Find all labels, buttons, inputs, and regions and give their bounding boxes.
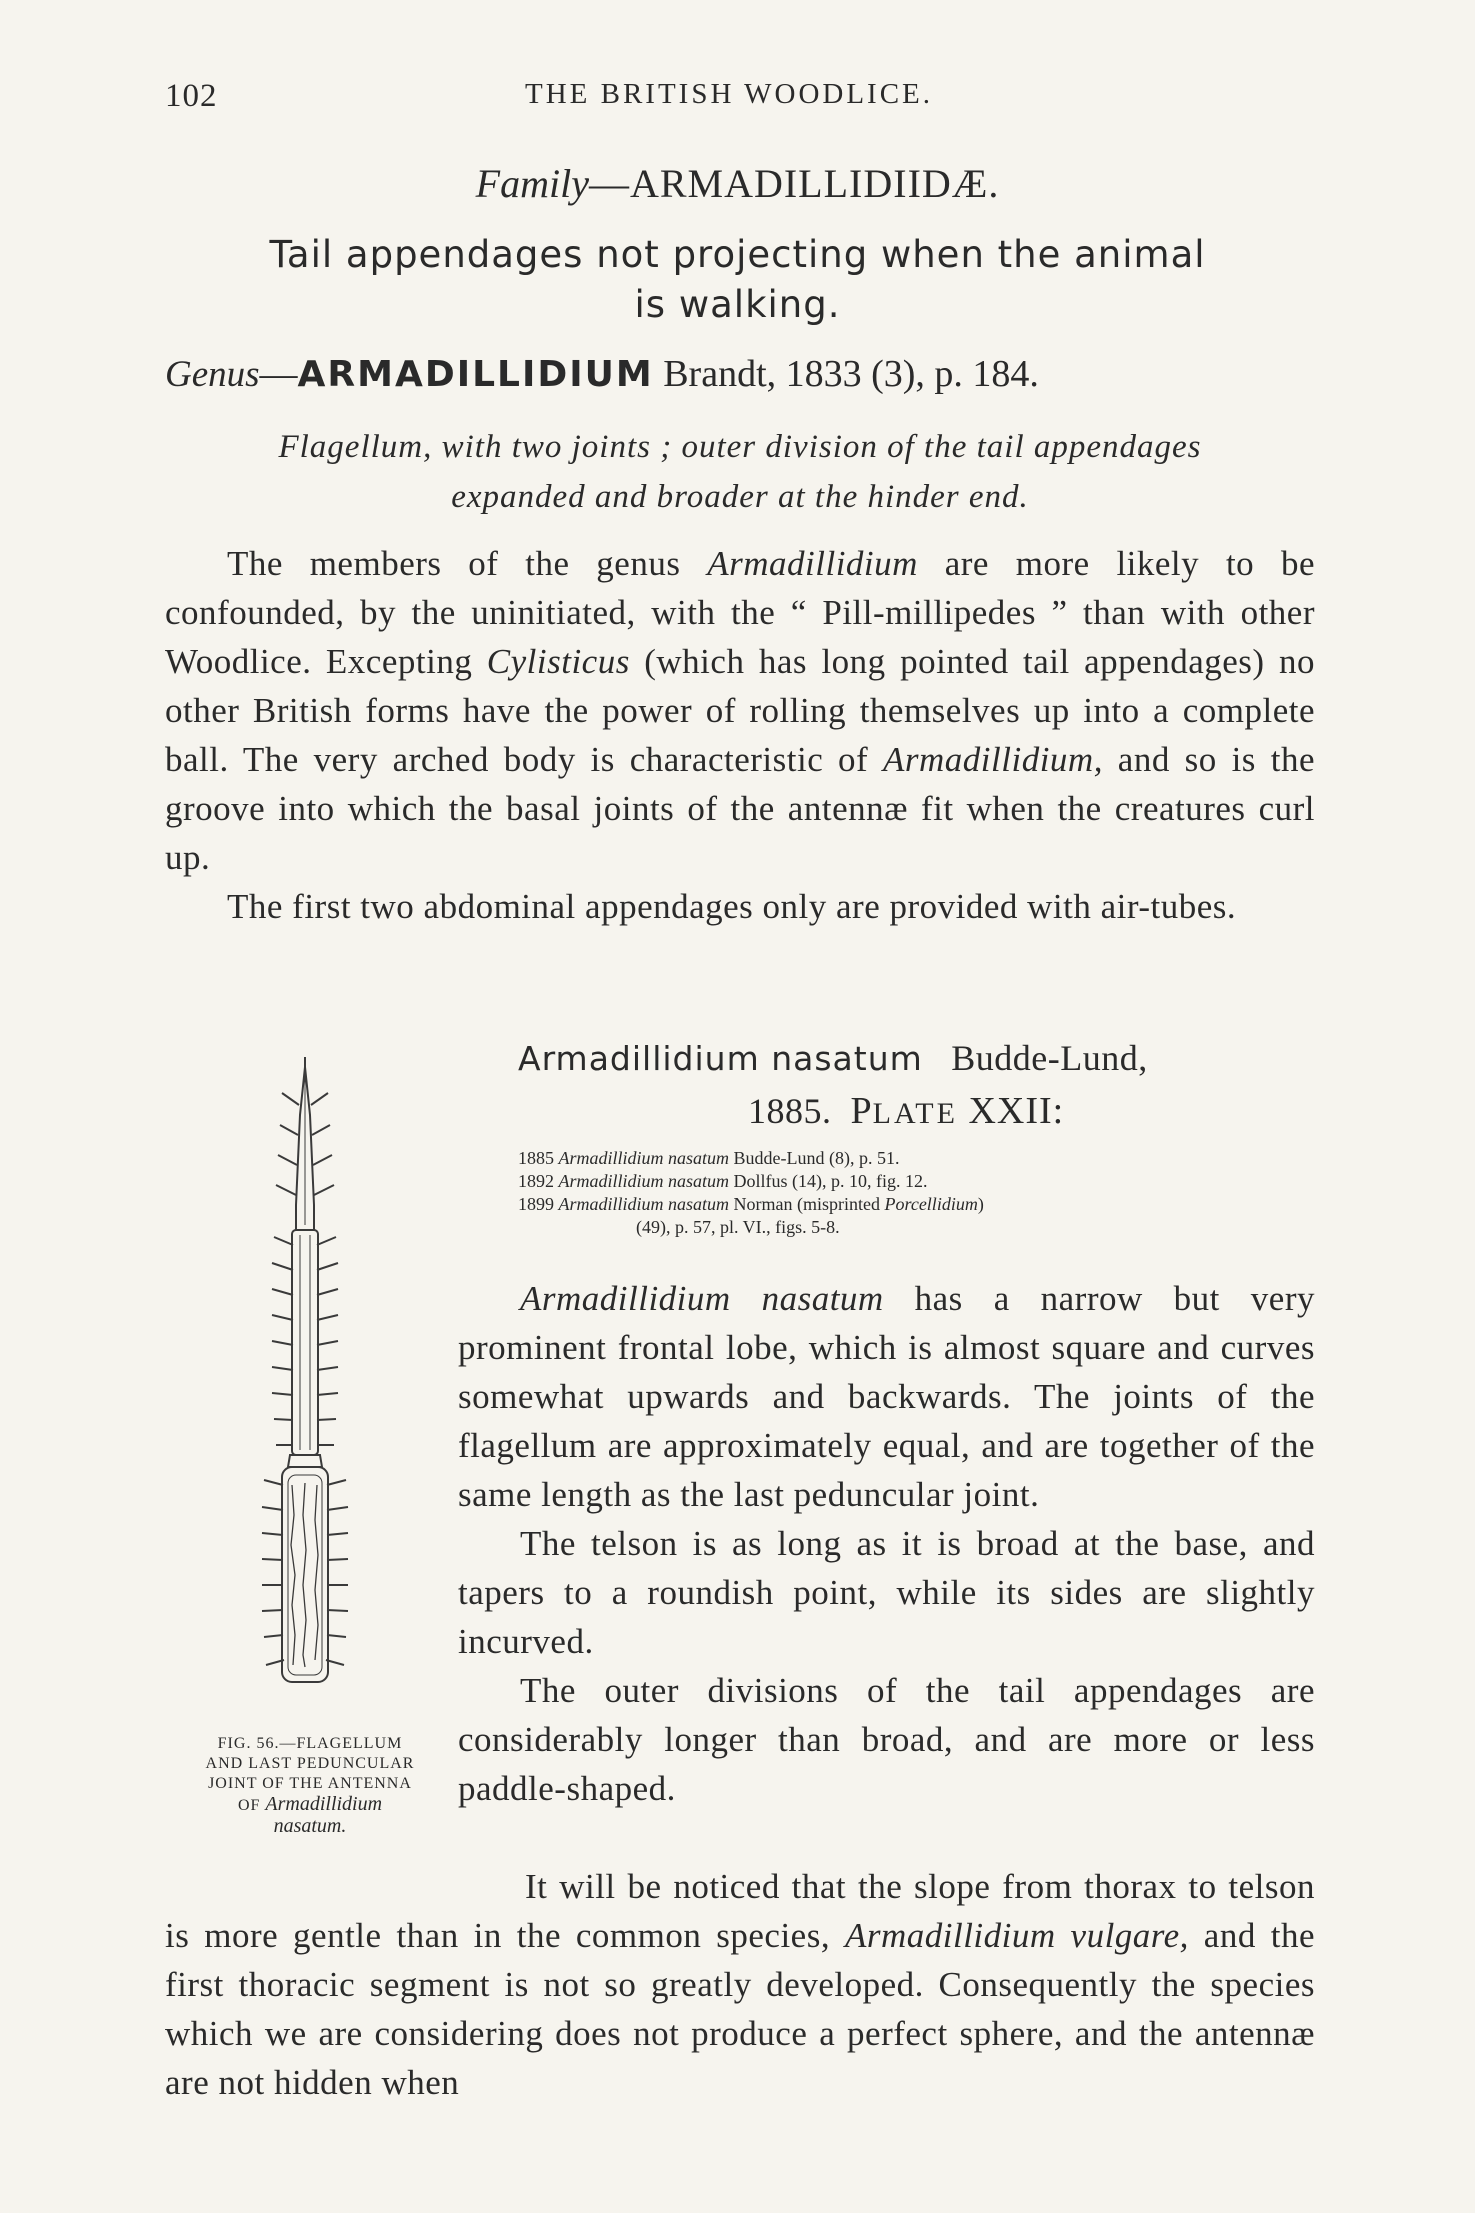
synonymy-name: Armadillidium nasatum <box>558 1171 730 1191</box>
species-authority: Budde-Lund, <box>951 1038 1148 1078</box>
text-run: has a narrow but very prominent frontal lobe, which is almost square and curves somewhat upwards and backwards. The joints of the flagellum are approximately equal, and are together of the same length as the last peduncular joint. <box>458 1279 1316 1514</box>
family-name: —ARMADILLIDIIDÆ. <box>588 161 1000 206</box>
text-run: and the first thoracic segment is not so greatly developed. Consequently the species which we are considering does not produce a perfect sphere, and the antennæ are not hidden when <box>165 1916 1315 2102</box>
plate-reference <box>850 1090 1065 1132</box>
genus-name: ARMADILLIDIUM <box>297 354 654 395</box>
genus-label: Genus <box>165 354 260 395</box>
synonymy-year: 1899 <box>518 1194 554 1214</box>
plate-word: LATE <box>872 1097 958 1130</box>
text-run: are more likely to be confounded, by the uninitiated, with the “ Pill-millipedes ” than with other Woodlice. Excepting <box>165 544 1316 681</box>
synonymy-name: Armadillidium nasatum <box>558 1194 730 1214</box>
paragraph-tail-appendages: The outer divisions of the tail appendages are considerably longer than broad, and are more or less paddle-shaped. <box>458 1671 1315 1808</box>
text-run: It will be noticed that the slope from thorax to telson is more gentle than in the common species, <box>165 1867 1315 1955</box>
paragraph-frontal-lobe <box>458 1274 1315 1519</box>
figure-caption <box>165 1734 455 1838</box>
family-heading <box>165 160 1310 207</box>
synonymy-ref: Norman (misprinted <box>733 1194 885 1214</box>
caption-line: JOINT OF THE ANTENNA <box>208 1775 412 1792</box>
family-label: Family <box>475 161 589 206</box>
taxon-name: Armadillidium <box>707 544 918 583</box>
page-number: 102 <box>165 78 218 114</box>
family-caption-line: is walking. <box>634 283 841 326</box>
paragraph-telson: The telson is as long as it is broad at the base, and tapers to a roundish point, while its sides are slightly incurved. <box>458 1524 1315 1661</box>
plate-number: XXII: <box>968 1090 1065 1132</box>
synonymy-year: 1892 <box>518 1171 554 1191</box>
text-run: (which has long pointed tail appendages) no other British forms have the power of rolling themselves up into a complete ball. The very arched body is characteristic of <box>165 642 1315 779</box>
genus-authority: Brandt, 1833 (3), p. 184. <box>653 353 1039 395</box>
diagnosis-line: expanded and broader at the hinder end. <box>451 479 1029 515</box>
intro-text <box>165 539 1315 931</box>
synonymy-ref-end: ) <box>977 1194 984 1214</box>
caption-of: OF <box>237 1797 266 1814</box>
flagellum-drawing <box>260 1055 410 1685</box>
synonymy-ref: Dollfus (14), p. 10, fig. 12. <box>733 1171 928 1191</box>
synonymy-name: Armadillidium nasatum <box>558 1148 730 1168</box>
family-caption <box>165 230 1310 330</box>
running-head <box>165 78 1315 118</box>
diagnosis-line: Flagellum, with two joints ; outer division of the tail appendages <box>278 429 1202 465</box>
caption-line <box>165 1816 455 1838</box>
synonymy-continuation: (49), p. 57, pl. VI., figs. 5-8. <box>636 1217 840 1237</box>
species-heading <box>518 1032 1318 1140</box>
text-run: and so is the groove into which the basal joints of the antennæ fit when the creatures curl up. <box>165 740 1315 877</box>
taxon-name: Armadillidium vulgare, <box>844 1916 1189 1955</box>
paragraph-members <box>165 539 1315 882</box>
plate-initial: P <box>850 1090 873 1132</box>
caption-line: FIG. 56.—FLAGELLUM <box>217 1735 403 1752</box>
synonymy-entry <box>518 1193 1328 1216</box>
running-title: THE BRITISH WOODLICE. <box>525 78 934 110</box>
synonymy-italic: Porcellidium <box>884 1194 978 1214</box>
taxon-name: Armadillidium nasatum <box>520 1279 884 1318</box>
species-description <box>458 1274 1315 1813</box>
caption-line <box>165 1794 455 1816</box>
taxon-name: Armadillidium, <box>883 740 1103 779</box>
text-run: The members of the genus <box>227 544 708 583</box>
paragraph-air-tubes: The first two abdominal appendages only are provided with air-tubes. <box>227 887 1237 926</box>
caption-taxon: nasatum. <box>273 1815 347 1837</box>
species-year: 1885. <box>748 1091 832 1131</box>
synonymy-year: 1885 <box>518 1148 554 1168</box>
genus-dash: — <box>259 353 298 395</box>
closing-text <box>165 1862 1315 2107</box>
genus-heading <box>165 352 1325 396</box>
antenna-illustration <box>260 1055 410 1685</box>
synonymy-ref: Budde-Lund (8), p. 51. <box>733 1148 900 1168</box>
caption-taxon: Armadillidium <box>265 1793 383 1815</box>
paragraph-slope <box>165 1862 1315 2107</box>
caption-line: AND LAST PEDUNCULAR <box>205 1755 415 1772</box>
family-caption-line: Tail appendages not projecting when the animal <box>269 233 1206 276</box>
genus-diagnosis <box>165 422 1315 522</box>
synonymy-entry <box>518 1147 1328 1170</box>
synonymy-list <box>518 1147 1328 1239</box>
species-name: Armadillidium nasatum <box>518 1039 923 1078</box>
taxon-name: Cylisticus <box>486 642 630 681</box>
synonymy-entry <box>518 1170 1328 1193</box>
